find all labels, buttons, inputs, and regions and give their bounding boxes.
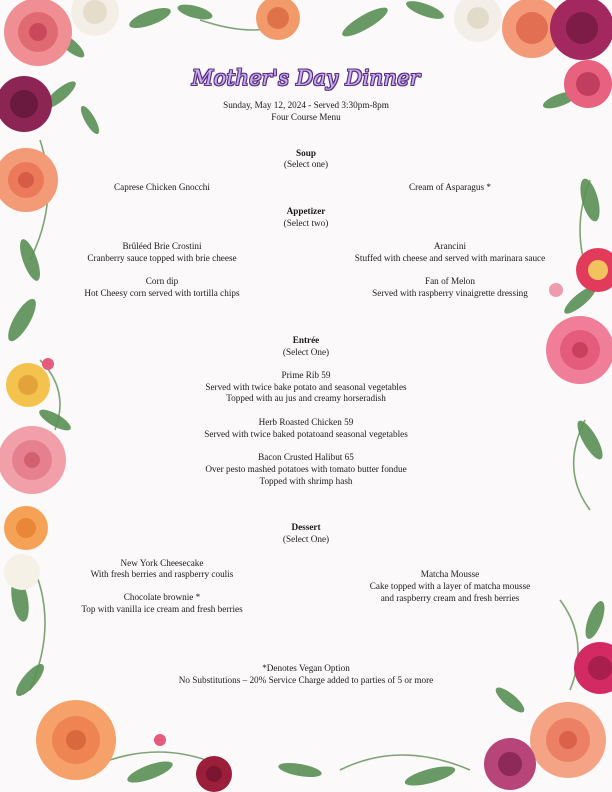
entree-item-desc: Topped with au jus and creamy horseradish (226, 393, 386, 403)
dessert-item-name: Matcha Mousse (420, 569, 480, 579)
dessert-item-name: New York Cheesecake (120, 558, 204, 568)
soup-left-item: Caprese Chicken Gnocchi (114, 182, 210, 192)
entree-item-desc: Served with twice baked potatoand seasonal vegetables (204, 429, 408, 439)
appetizer-note: (Select two) (283, 218, 329, 228)
appetizer-heading: Appetizer (286, 206, 326, 216)
appetizer-item-desc: Cranberry sauce topped with brie cheese (87, 253, 237, 263)
dessert-item-desc: Top with vanilla ice cream and fresh berries (81, 604, 243, 614)
appetizer-item-desc: Stuffed with cheese and served with marinara sauce (354, 253, 546, 263)
soup-heading: Soup (296, 148, 316, 158)
date-line: Sunday, May 12, 2024 - Served 3:30pm-8pm (223, 100, 389, 110)
entree-item-name: Prime Rib 59 (281, 370, 331, 380)
dessert-item-desc: With fresh berries and raspberry coulis (90, 569, 234, 579)
entree-item-desc: Topped with shrimp hash (259, 476, 353, 486)
dessert-item-name: Chocolate brownie * (123, 592, 201, 602)
policy-note: No Substitutions – 20% Service Charge added to parties of 5 or more (178, 675, 434, 685)
soup-note: (Select one) (283, 159, 329, 169)
entree-item-name: Herb Roasted Chicken 59 (258, 417, 354, 427)
entree-note: (Select One) (282, 347, 330, 357)
appetizer-item-name: Arancini (433, 241, 467, 251)
entree-heading: Entrée (292, 335, 320, 345)
entree-item-desc: Over pesto mashed potatoes with tomato butter fondue (205, 464, 407, 474)
entree-item-name: Bacon Crusted Halibut 65 (258, 452, 354, 462)
vegan-note: *Denotes Vegan Option (262, 663, 350, 673)
appetizer-item-name: Brûléed Brie Crostini (122, 241, 202, 251)
appetizer-item-name: Fan of Melon (424, 276, 475, 286)
soup-right-item: Cream of Asparagus * (409, 182, 491, 192)
appetizer-item-name: Corn dip (145, 276, 179, 286)
dessert-item-desc: Cake topped with a layer of matcha mousse (369, 581, 531, 591)
entree-item-desc: Served with twice bake potato and seasonal vegetables (205, 382, 407, 392)
appetizer-item-desc: Hot Cheesy corn served with tortilla chips (84, 288, 240, 298)
dessert-heading: Dessert (291, 522, 321, 532)
dessert-item-desc: and raspberry cream and fresh berries (380, 593, 520, 603)
appetizer-item-desc: Served with raspberry vinaigrette dressing (372, 288, 528, 298)
dessert-note: (Select One) (282, 534, 330, 544)
menu-subtitle: Four Course Menu (271, 112, 341, 122)
menu-title: Mother's Day Dinner (191, 66, 421, 90)
